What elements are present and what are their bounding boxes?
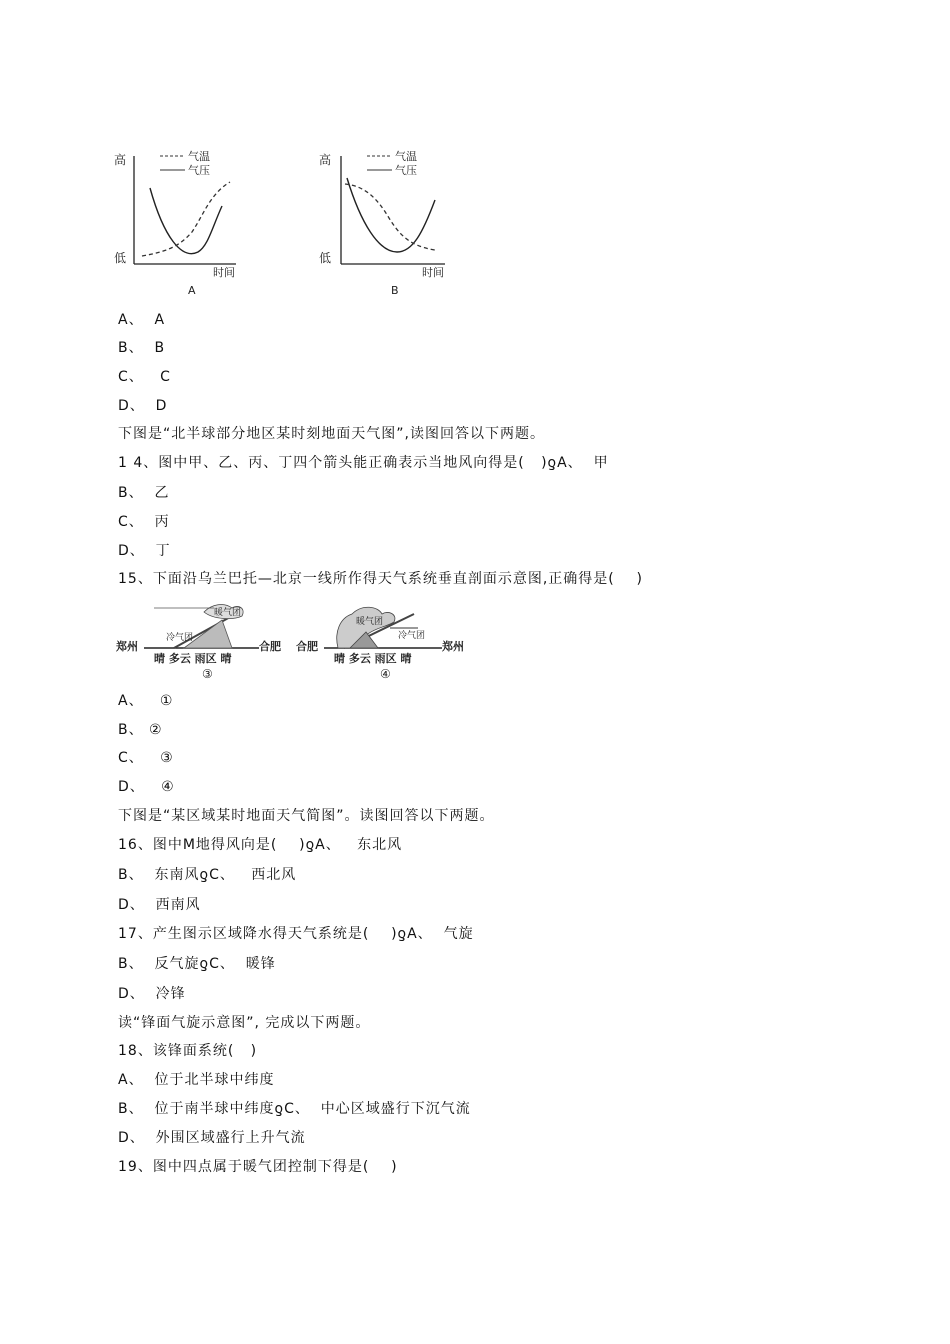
option-b-q15: B、 ② (118, 722, 163, 738)
chart-b-x-label: 时间 (422, 266, 444, 279)
diagram-3-number: ③ (202, 667, 213, 681)
option-d-q13: D、 D (118, 398, 168, 414)
diagram-4 (296, 607, 464, 681)
diagram-3 (115, 605, 281, 681)
option-c-q13: C、 C (118, 369, 171, 385)
option-d-q14: D、 丁 (118, 543, 171, 559)
chart-a (114, 149, 236, 297)
question-16: 16、图中M地得风向是( )ƍA、 东北风 (118, 837, 403, 853)
option-b-q14: B、 乙 (118, 485, 170, 501)
chart-a-y-high: 高 (114, 153, 127, 167)
chart-a-legend-temp: 气温 (188, 150, 210, 163)
option-c-q15: C、 ③ (118, 750, 174, 766)
pressure-temperature-figure (112, 148, 462, 300)
chart-b-y-low: 低 (319, 251, 332, 265)
chart-a-pressure-curve (150, 188, 222, 254)
question-17: 17、产生图示区域降水得天气系统是( )ƍA、 气旋 (118, 926, 474, 942)
front-cross-section-svg (114, 598, 478, 684)
diagram-4-right-city: 郑州 (442, 640, 464, 653)
intro-weather-map: 下图是“北半球部分地区某时刻地面天气图”,读图回答以下两题。 (118, 426, 545, 442)
option-a-q13: A、 A (118, 312, 166, 328)
options-b-c-q16: B、 东南风ƍC、 西北风 (118, 867, 297, 883)
option-c-q14: C、 丙 (118, 514, 170, 530)
diagram-3-left-city: 郑州 (116, 640, 138, 653)
diagram-3-right-city: 合肥 (259, 640, 281, 653)
diagram-4-left-city: 合肥 (296, 640, 318, 653)
chart-b-temp-curve (345, 184, 435, 250)
option-d-q18: D、 外围区域盛行上升气流 (118, 1130, 306, 1146)
diagram-3-warm-label: 暖气团 (214, 608, 242, 618)
question-15: 15、下面沿乌兰巴托—北京一线所作得天气系统垂直剖面示意图,正确得是( ) (118, 571, 643, 587)
question-14: 1 4、图中甲、乙、丙、丁四个箭头能正确表示当地风向得是( )ƍA、 甲 (118, 455, 609, 471)
option-b-q13: B、 B (118, 340, 166, 356)
chart-b-y-high: 高 (319, 153, 332, 167)
chart-a-x-label: 时间 (213, 266, 235, 279)
diagram-4-ground-labels: 晴 多云 雨区 晴 (334, 652, 412, 665)
question-18: 18、该锋面系统( ) (118, 1043, 258, 1059)
chart-b-label: B (391, 284, 399, 297)
option-d-q15: D、 ④ (118, 779, 175, 795)
diagram-4-number: ④ (380, 667, 391, 681)
options-b-c-q18: B、 位于南半球中纬度ƍC、 中心区域盛行下沉气流 (118, 1101, 471, 1117)
diagram-4-cold-label: 冷气团 (398, 631, 426, 641)
question-19: 19、图中四点属于暖气团控制下得是( ) (118, 1159, 398, 1175)
option-d-q16: D、 西南风 (118, 897, 201, 913)
intro-cyclone: 读“锋面气旋示意图”, 完成以下两题。 (118, 1015, 371, 1031)
option-d-q17: D、 冷锋 (118, 986, 186, 1002)
chart-a-label: A (188, 284, 196, 297)
chart-a-y-low: 低 (114, 251, 127, 265)
chart-b-legend-pressure: 气压 (395, 164, 417, 177)
chart-a-legend-pressure: 气压 (188, 164, 210, 177)
option-a-q18: A、 位于北半球中纬度 (118, 1072, 275, 1088)
chart-b-legend-temp: 气温 (395, 150, 417, 163)
diagram-3-cold-label: 冷气团 (166, 633, 194, 643)
pressure-temperature-svg (112, 148, 462, 300)
diagram-3-ground-labels: 晴 多云 雨区 晴 (154, 652, 232, 665)
chart-b-pressure-curve (347, 178, 435, 252)
chart-b (319, 149, 445, 297)
option-a-q15: A、 ① (118, 693, 174, 709)
front-cross-section-figure (114, 598, 478, 684)
intro-region-map: 下图是“某区域某时地面天气简图”。读图回答以下两题。 (118, 808, 495, 824)
options-b-c-q17: B、 反气旋ƍC、 暖锋 (118, 956, 276, 972)
diagram-4-warm-label: 暖气团 (356, 617, 384, 627)
